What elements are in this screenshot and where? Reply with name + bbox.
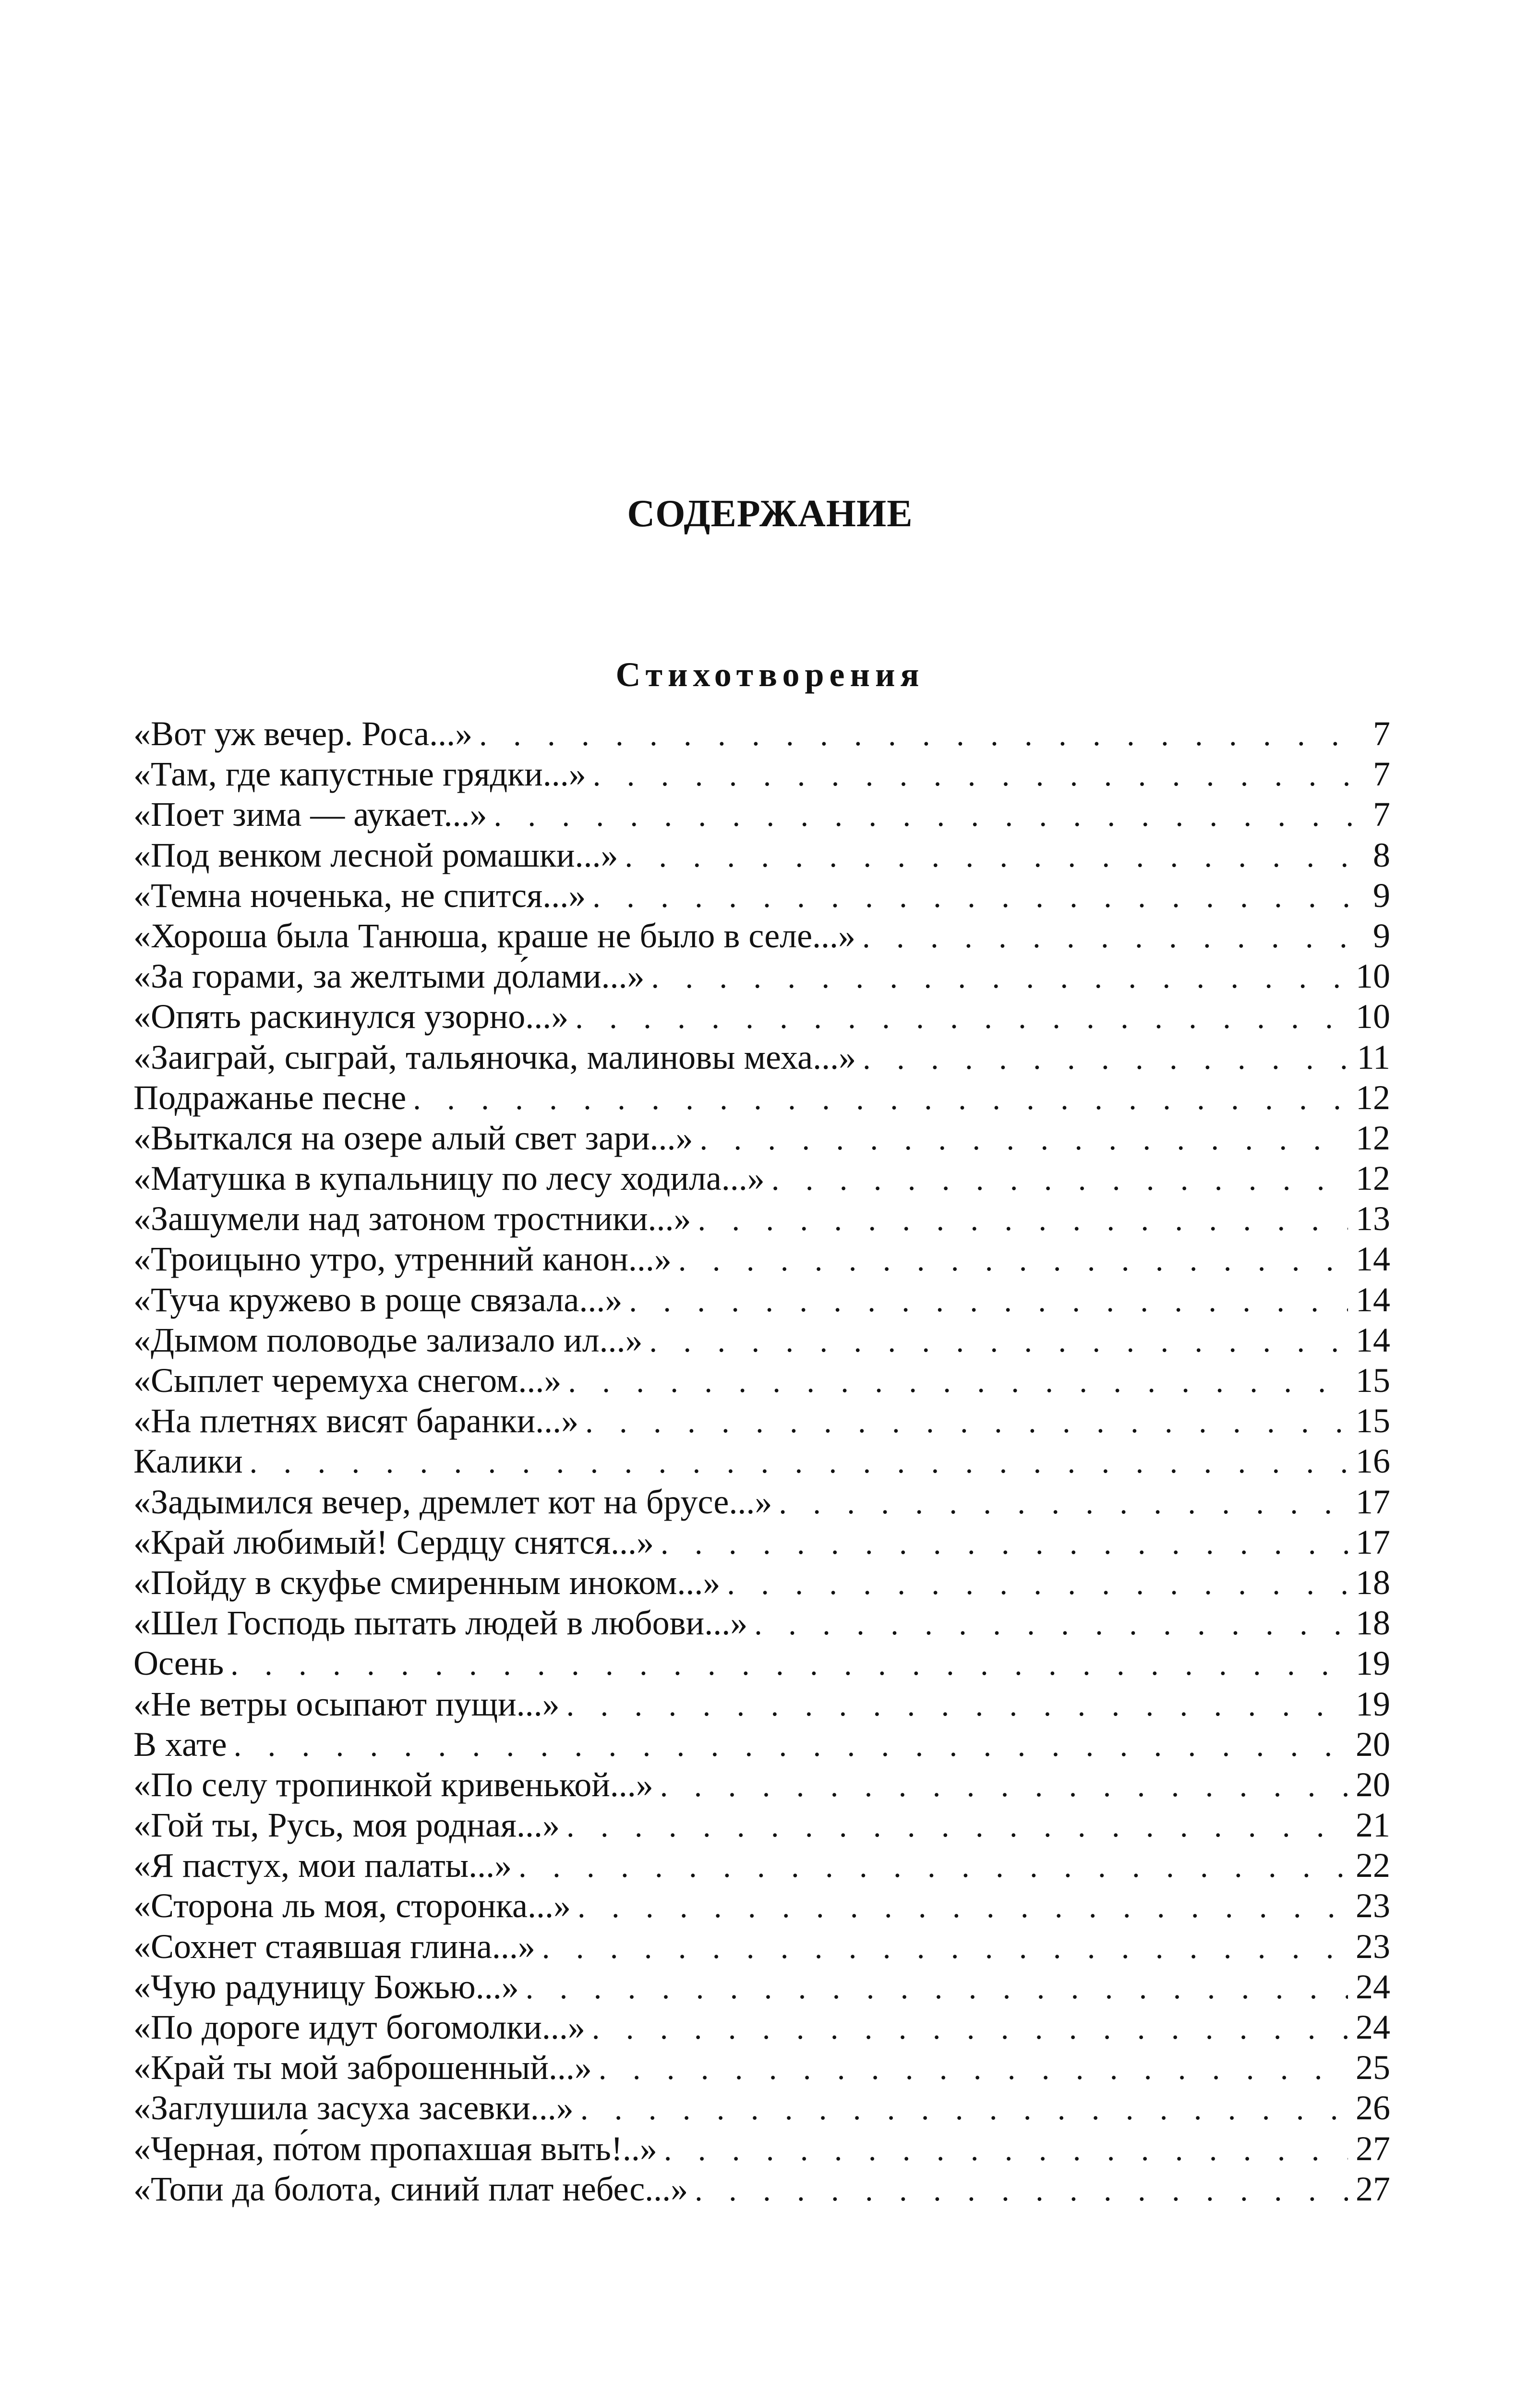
toc-entry <box>133 2169 1390 2209</box>
toc-entry <box>133 1805 1390 1845</box>
toc-entry-page: 27 <box>1356 2169 1390 2208</box>
toc-entry-title: Подражанье песне <box>133 1078 407 1117</box>
toc-entry-title: Осень <box>133 1644 224 1683</box>
toc-entry <box>133 1441 1390 1481</box>
toc-entry-title: «Опять раскинулся узорно...» <box>133 997 569 1036</box>
toc-entry-title: В хате <box>133 1725 227 1764</box>
toc-entry-page: 15 <box>1356 1402 1390 1440</box>
toc-entry <box>133 2007 1390 2047</box>
toc-entry-page: 22 <box>1356 1846 1390 1885</box>
toc-entry <box>133 1198 1390 1239</box>
toc-entry <box>133 956 1390 996</box>
toc-entry <box>133 1239 1390 1279</box>
dot-leader <box>664 2130 1348 2169</box>
toc-entry-title: «Я пастух, мои палаты...» <box>133 1846 512 1885</box>
toc-entry-page: 10 <box>1356 997 1390 1036</box>
toc-entry-title: «По дороге идут богомолки...» <box>133 2008 585 2046</box>
toc-entry <box>133 875 1390 916</box>
toc-entry <box>133 1643 1390 1683</box>
dot-leader <box>234 1726 1348 1765</box>
toc-entry-page: 9 <box>1373 876 1390 915</box>
toc-entry <box>133 1926 1390 1967</box>
toc-entry-page: 7 <box>1373 795 1390 834</box>
dot-leader <box>585 1402 1348 1441</box>
toc-entry-page: 23 <box>1356 1886 1390 1925</box>
toc-entry <box>133 1967 1390 2007</box>
toc-entry-page: 12 <box>1356 1078 1390 1117</box>
dot-leader <box>592 2008 1348 2047</box>
dot-leader <box>566 1806 1348 1845</box>
dot-leader <box>526 1968 1348 2007</box>
toc-entry-page: 9 <box>1373 916 1390 955</box>
toc-entry-page: 8 <box>1373 835 1390 874</box>
dot-leader <box>568 1362 1348 1401</box>
toc-entry <box>133 1280 1390 1320</box>
toc-entry-title: «Сторона ль моя, сторонка...» <box>133 1886 571 1925</box>
toc-entry-title: «Сыплет черемуха снегом...» <box>133 1361 562 1400</box>
toc-entry-title: «Чую радуницу Божью...» <box>133 1967 519 2006</box>
dot-leader <box>698 1200 1348 1239</box>
toc-entry-page: 7 <box>1373 755 1390 794</box>
toc-entry-page: 24 <box>1356 2008 1390 2046</box>
toc-entry-page: 11 <box>1357 1038 1390 1076</box>
toc-entry-page: 12 <box>1356 1118 1390 1157</box>
toc-entry-page: 19 <box>1356 1644 1390 1683</box>
toc-entry-title: «Матушка в купальницу по лесу ходила...» <box>133 1159 765 1198</box>
toc-entry <box>133 1765 1390 1805</box>
dot-leader <box>250 1442 1348 1481</box>
dot-leader <box>230 1644 1348 1683</box>
toc-entry <box>133 835 1390 875</box>
toc-entry-page: 14 <box>1356 1240 1390 1279</box>
toc-entry-title: «Дымом половодье зализало ил...» <box>133 1320 643 1359</box>
toc-entry-page: 7 <box>1373 714 1390 753</box>
toc-entry-page: 26 <box>1356 2089 1390 2127</box>
dot-leader <box>863 1039 1349 1077</box>
toc-entry-title: «Под венком лесной ромашки...» <box>133 835 618 874</box>
toc-entry-title: Калики <box>133 1442 243 1481</box>
section-title: Стихотворения <box>615 655 925 694</box>
dot-leader <box>592 877 1365 916</box>
page-title: СОДЕРЖАНИЕ <box>627 493 913 535</box>
toc-entry-page: 25 <box>1356 2048 1390 2087</box>
toc-entry-title: «Шел Господь пытать людей в любови...» <box>133 1604 748 1643</box>
toc-entry-page: 14 <box>1356 1320 1390 1359</box>
dot-leader <box>771 1160 1348 1198</box>
toc-entry-title: «Хороша была Танюша, краше не было в селе...» <box>133 916 856 955</box>
toc-entry <box>133 1603 1390 1643</box>
toc-entry <box>133 1885 1390 1926</box>
dot-leader <box>593 755 1365 794</box>
toc-entry-title: «Троицыно утро, утренний канон...» <box>133 1240 672 1279</box>
toc-entry-title: «Топи да болота, синий плат небес...» <box>133 2169 688 2208</box>
toc-entry-page: 20 <box>1356 1725 1390 1764</box>
toc-entry <box>133 754 1390 794</box>
toc-entry-title: «Вот уж вечер. Роса...» <box>133 714 473 753</box>
dot-leader <box>727 1564 1348 1603</box>
toc-entry <box>133 794 1390 834</box>
toc-entry-page: 12 <box>1356 1159 1390 1198</box>
toc-entry-title: «Там, где капустные грядки...» <box>133 755 586 794</box>
dot-leader <box>700 1119 1348 1158</box>
toc-entry <box>133 1037 1390 1077</box>
toc-entry-title: «Зашумели над затоном тростники...» <box>133 1199 691 1238</box>
toc-entry-page: 13 <box>1356 1199 1390 1238</box>
dot-leader <box>518 1847 1348 1885</box>
dot-leader <box>575 998 1348 1037</box>
dot-leader <box>413 1079 1348 1118</box>
toc-entry-title: «Не ветры осыпают пущи...» <box>133 1684 560 1723</box>
toc-entry <box>133 916 1390 956</box>
toc-entry-title: «Заиграй, сыграй, тальяночка, малиновы меха...» <box>133 1038 856 1076</box>
toc-entry-page: 10 <box>1356 957 1390 996</box>
dot-leader <box>754 1604 1348 1643</box>
toc-entry-title: «Выткался на озере алый свет зари...» <box>133 1118 693 1157</box>
dot-leader <box>650 1321 1348 1360</box>
toc-entry-title: «Поет зима — аукает...» <box>133 795 487 834</box>
dot-leader <box>578 1887 1348 1926</box>
toc-entry <box>133 996 1390 1037</box>
toc-entry-title: «По селу тропинкой кривенькой...» <box>133 1765 653 1804</box>
toc-entry-title: «Сохнет стаявшая глина...» <box>133 1927 535 1966</box>
toc-entry-page: 18 <box>1356 1563 1390 1602</box>
toc-entry <box>133 1077 1390 1118</box>
dot-leader <box>661 1523 1348 1562</box>
toc-entry-title: «Задымился вечер, дремлет кот на брусе...» <box>133 1482 772 1521</box>
dot-leader <box>660 1766 1348 1805</box>
toc-entry <box>133 1482 1390 1522</box>
toc-entry <box>133 2047 1390 2088</box>
toc-entry-page: 14 <box>1356 1280 1390 1319</box>
toc-entry <box>133 1724 1390 1765</box>
dot-leader <box>862 917 1365 956</box>
toc-entry-title: «Край ты мой заброшенный...» <box>133 2048 592 2087</box>
toc-entry <box>133 1401 1390 1441</box>
toc-entry <box>133 713 1390 754</box>
toc-entry <box>133 1522 1390 1562</box>
toc-entry-page: 23 <box>1356 1927 1390 1966</box>
toc-entry-page: 19 <box>1356 1684 1390 1723</box>
toc-entry-page: 20 <box>1356 1765 1390 1804</box>
toc-entry-title: «Гой ты, Русь, моя родная...» <box>133 1806 560 1845</box>
dot-leader <box>479 715 1365 754</box>
toc-entry-title: «За горами, за желтыми до́лами...» <box>133 957 645 996</box>
toc-entry-page: 15 <box>1356 1361 1390 1400</box>
toc-entry <box>133 2088 1390 2128</box>
dot-leader <box>580 2089 1348 2128</box>
dot-leader <box>625 836 1365 875</box>
toc-entry-page: 17 <box>1356 1523 1390 1561</box>
toc-entry-page: 27 <box>1356 2129 1390 2168</box>
toc-entry-page: 16 <box>1356 1442 1390 1481</box>
dot-leader <box>599 2049 1348 2088</box>
toc-entry <box>133 1684 1390 1724</box>
toc-entry-title: «На плетнях висят баранки...» <box>133 1402 579 1440</box>
toc-entry-page: 18 <box>1356 1604 1390 1643</box>
toc-entry <box>133 2128 1390 2169</box>
toc-entry-page: 17 <box>1356 1482 1390 1521</box>
dot-leader <box>493 796 1365 834</box>
dot-leader <box>566 1685 1348 1724</box>
dot-leader <box>542 1928 1348 1967</box>
toc-entry <box>133 1118 1390 1158</box>
toc-entry-title: «Пойду в скуфье смиренным иноком...» <box>133 1563 721 1602</box>
toc-entry-title: «Темна ноченька, не спится...» <box>133 876 586 915</box>
toc-entry-title: «Край любимый! Сердцу снятся...» <box>133 1523 654 1561</box>
toc-entry <box>133 1562 1390 1603</box>
toc-entry-title: «Туча кружево в роще связала...» <box>133 1280 623 1319</box>
dot-leader <box>779 1483 1348 1522</box>
table-of-contents <box>133 713 1390 2209</box>
toc-entry <box>133 1158 1390 1198</box>
dot-leader <box>678 1240 1348 1279</box>
toc-entry <box>133 1360 1390 1401</box>
toc-entry-page: 21 <box>1356 1806 1390 1845</box>
toc-entry <box>133 1320 1390 1360</box>
dot-leader <box>651 957 1348 996</box>
toc-entry <box>133 1845 1390 1885</box>
toc-entry-title: «Черная, по́том пропахшая выть!..» <box>133 2129 657 2168</box>
dot-leader <box>629 1281 1348 1320</box>
dot-leader <box>695 2170 1348 2209</box>
toc-entry-page: 24 <box>1356 1967 1390 2006</box>
toc-entry-title: «Заглушила засуха засевки...» <box>133 2089 574 2127</box>
